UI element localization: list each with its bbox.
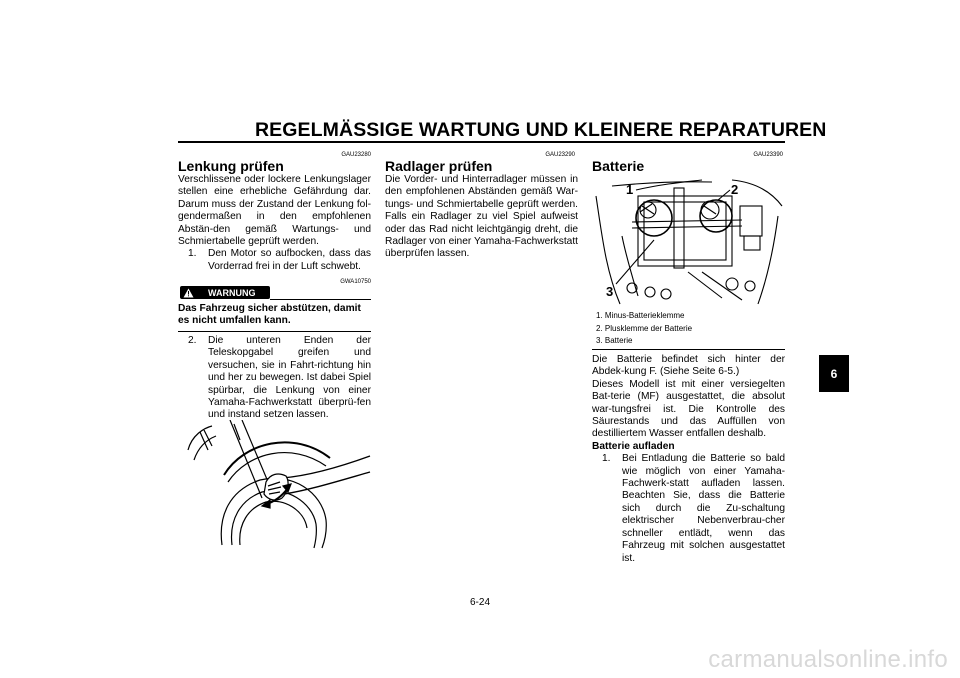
section-body (178, 174, 371, 273)
paragraph: Die Batterie befindet sich hinter der Abdek-kung F. (Siehe Seite 6-5.) (592, 354, 785, 378)
section-code: GAU23390 (753, 152, 783, 158)
caption-item: 3. Batterie (596, 336, 633, 346)
section-body: Die Vorder- und Hinterradlager müssen in den empfohlenen Abständen gemäß War-tungs- und Schmiertabelle geprüft werden. Falls ein Radlager zu viel Spiel aufweist oder das Rad nicht leichtgängig dreht, die Radlager von einer Yamaha-Fachwerkstatt überprüfen lassen. (385, 174, 578, 260)
step-number: 2. (188, 335, 197, 346)
step-item (178, 248, 371, 273)
warning-text: Das Fahrzeug sicher abstützen, damit es nicht umfallen kann. (178, 303, 361, 327)
step-text: Die unteren Enden der Teleskopgabel greifen und versuchen, sie in Fahrt-richtung hin und her zu bewegen. Ist dabei Spiel spürbar, die Lenkung von einer Yamaha-Fachwerkstatt überprü-fen und instand setzen lassen. (208, 335, 371, 421)
paragraph: Dieses Modell ist mit einer versiegelten Bat-terie (MF) ausgestattet, die absolut war-tungsfrei ist. Die Kontrolle des Säurestands und das Auffüllen von destilliertem Wasser entfallen deshalb. (592, 378, 785, 440)
battery-illustration (592, 176, 785, 306)
chapter-tab: 6 (819, 355, 849, 392)
page-header-title: REGELMÄSSIGE WARTUNG UND KLEINERE REPARATUREN (255, 119, 827, 141)
watermark: carmanualsonline.info (708, 646, 948, 673)
header-rule (178, 141, 785, 143)
step-text: Bei Entladung die Batterie so bald wie möglich von einer Yamaha-Fachwerk-statt aufladen lassen. Beachten Sie, dass die Batterie sich durch die Zu-schaltung elektrischer Nebenverbrau-cher schneller entlädt, wenn das Fahrzeug mit solchen ausgestattet ist. (622, 453, 785, 564)
callout-1: 1 (626, 182, 634, 197)
section-heading: Lenkung prüfen (178, 158, 284, 174)
callout-2: 2 (731, 182, 739, 197)
section-code: GAU23280 (341, 152, 371, 158)
callout-3: 3 (606, 284, 614, 299)
step-number: 1. (188, 248, 197, 260)
warning-rule-bottom (178, 331, 371, 332)
figure-captions (596, 310, 781, 348)
caption-item: 2. Plusklemme der Batterie (596, 323, 693, 333)
warning-icon (180, 286, 196, 299)
warning-code: GWA10750 (340, 279, 371, 285)
section-body (592, 354, 785, 565)
warning-badge (180, 286, 270, 299)
subheading: Batterie aufladen (592, 440, 675, 452)
intro-paragraph: Verschlissene oder lockere Lenkungslager stellen eine erhebliche Gefährdung dar. Darum muss der Zustand der Lenkung fol-gendermaßen in den empfohlenen Abstän-den gemäß Wartungs- und Schmiertabelle geprüft werden. (178, 174, 371, 248)
caption-item: 1. Minus-Batterieklemme (596, 311, 685, 320)
steering-check-illustration (182, 420, 372, 550)
warning-rule-top (270, 299, 371, 300)
page-number: 6-24 (469, 597, 490, 608)
step-text: Den Motor so aufbocken, dass das Vorderrad frei in der Luft schwebt. (208, 248, 371, 272)
warning-label: WARNUNG (208, 287, 256, 298)
section-heading: Radlager prüfen (385, 158, 493, 174)
step-list (188, 335, 371, 422)
section-heading: Batterie (592, 158, 645, 174)
step-item (592, 453, 785, 565)
step-number: 1. (602, 453, 611, 465)
caption-rule (592, 349, 785, 350)
step-item (188, 335, 371, 422)
section-code: GAU23290 (545, 152, 575, 158)
